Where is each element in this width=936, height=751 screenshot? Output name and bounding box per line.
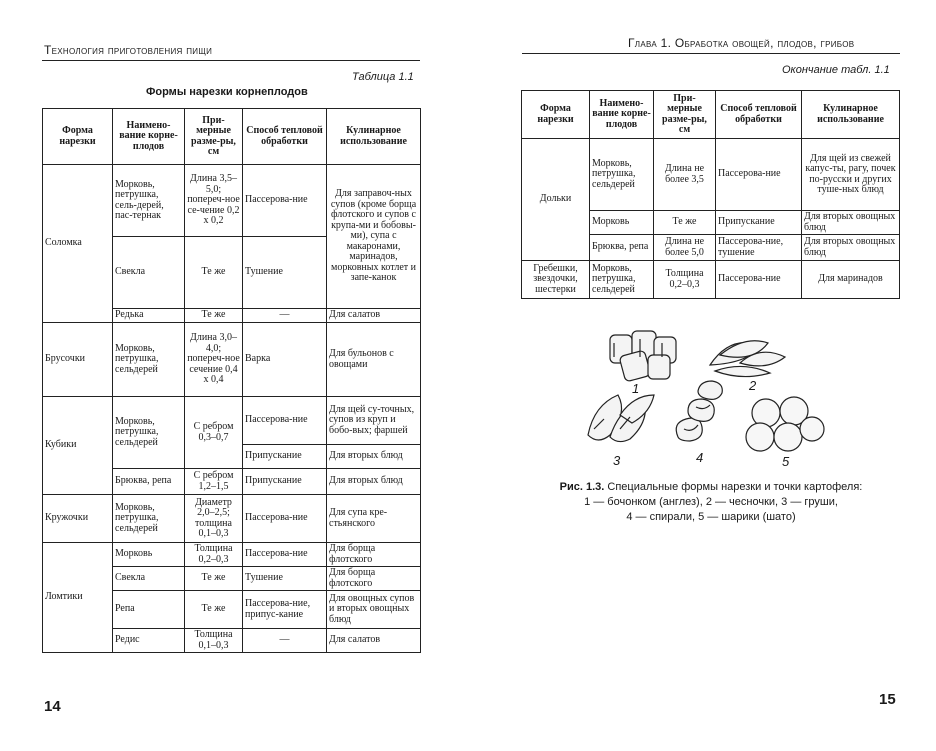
cell-method: Варка: [243, 323, 327, 397]
figure-caption-line: 1 — бочонком (англез), 2 — чесночки, 3 — груши,: [584, 495, 838, 508]
cell-size: Длина не более 3,5: [654, 139, 716, 211]
figure-label-5: 5: [782, 454, 790, 469]
table-row: [43, 397, 421, 445]
cell-method: Пассерова-ние: [243, 397, 327, 445]
cell-use: Для щей из свежей капус-ты, рагу, почек по-русски и других туше-ных блюд: [802, 139, 900, 211]
spiral-cut-illustration: [676, 381, 722, 441]
cell-use: Для борща флотского: [327, 567, 421, 591]
cell-veg: Морковь, петрушка, сельдерей: [590, 261, 654, 299]
table-row: [43, 165, 421, 237]
cell-veg: Брюква, репа: [590, 235, 654, 261]
barrel-cut-illustration: [610, 331, 676, 382]
cell-veg: Редис: [113, 629, 185, 653]
table-row: [522, 139, 900, 211]
table-row: [43, 495, 421, 543]
figure-caption-line: Специальные формы нарезки и точки картофеля:: [607, 481, 863, 493]
cell-form: Соломка: [43, 165, 113, 323]
cell-size: Длина 3,0–4,0; попереч-ное сечение 0,4 х 0,4: [185, 323, 243, 397]
cell-use: Для салатов: [327, 309, 421, 323]
cell-veg: Редька: [113, 309, 185, 323]
cell-veg: Морковь: [590, 211, 654, 235]
cell-use: Для салатов: [327, 629, 421, 653]
cell-use: Для супа кре-стьянского: [327, 495, 421, 543]
cell-veg: Морковь, петрушка, сельдерей: [113, 397, 185, 469]
cell-veg: Репа: [113, 591, 185, 629]
left-table-title: Формы нарезки корнеплодов: [146, 86, 308, 98]
left-header-rule: [42, 60, 420, 61]
cell-veg: Морковь: [113, 543, 185, 567]
cell-method: Тушение: [243, 237, 327, 309]
table-row: [43, 543, 421, 567]
cell-use: Для вторых овощных блюд: [802, 211, 900, 235]
cell-use: Для вторых блюд: [327, 445, 421, 469]
cell-size: Те же: [654, 211, 716, 235]
cell-size: Те же: [185, 567, 243, 591]
cell-form: Кружочки: [43, 495, 113, 543]
garlic-clove-cut-illustration: [710, 341, 785, 377]
cell-form: Ломтики: [43, 543, 113, 653]
right-running-header: Глава 1. Обработка овощей, плодов, грибов: [628, 36, 855, 50]
cell-size: Толщина 0,2–0,3: [654, 261, 716, 299]
cell-method: Тушение: [243, 567, 327, 591]
cell-size: Те же: [185, 591, 243, 629]
cell-veg: Свекла: [113, 567, 185, 591]
cell-method: Пассерова-ние: [243, 165, 327, 237]
pear-cut-illustration: [588, 395, 654, 442]
cell-use: Для овощных супов и вторых овощных блюд: [327, 591, 421, 629]
cell-size: Те же: [185, 237, 243, 309]
right-table-label: Окончание табл. 1.1: [782, 64, 890, 76]
col-header: При-мерные разме-ры, см: [654, 91, 716, 139]
cell-method: Пассерова-ние, припус-кание: [243, 591, 327, 629]
cell-size: Длина не более 5,0: [654, 235, 716, 261]
cell-form: Гребешки, звездочки, шестерки: [522, 261, 590, 299]
chateau-ball-cut-illustration: [746, 397, 824, 451]
cell-use: Для борща флотского: [327, 543, 421, 567]
figure-label-4: 4: [696, 450, 704, 465]
figure-label-1: 1: [632, 381, 640, 396]
cell-use: Для маринадов: [802, 261, 900, 299]
cell-method: Припускание: [243, 469, 327, 495]
cell-use: Для бульонов с овощами: [327, 323, 421, 397]
figure-caption-line: 4 — спирали, 5 — шарики (шато): [626, 510, 796, 523]
cell-form: Дольки: [522, 139, 590, 261]
cell-size: Диаметр 2,0–2,5; толщина 0,1–0,3: [185, 495, 243, 543]
table-row: [43, 323, 421, 397]
left-table-label: Таблица 1.1: [352, 71, 414, 83]
col-header: Кулинарное использование: [327, 109, 421, 165]
cell-method: Припускание: [716, 211, 802, 235]
cell-size: С ребром 0,3–0,7: [185, 397, 243, 469]
cell-use: Для щей су-точных, супов из круп и бобо-вых; фаршей: [327, 397, 421, 445]
table-row: [522, 261, 900, 299]
cell-method: Пассерова-ние: [716, 261, 802, 299]
cell-veg: Морковь, петрушка, сель-дерей, пас-тернак: [113, 165, 185, 237]
cell-veg: Морковь, петрушка, сельдерей: [590, 139, 654, 211]
right-page-number: 15: [879, 691, 896, 708]
cell-method: Пассерова-ние: [243, 543, 327, 567]
figure-caption-number: Рис. 1.3.: [559, 481, 605, 493]
figure-label-2: 2: [749, 378, 757, 393]
col-header: Наимено-вание корне-плодов: [113, 109, 185, 165]
cell-form: Брусочки: [43, 323, 113, 397]
col-header: Наимено-вание корне-плодов: [590, 91, 654, 139]
cell-method: Пассерова-ние, тушение: [716, 235, 802, 261]
left-running-header: Технология приготовления пищи: [44, 43, 213, 57]
cell-use: Для вторых блюд: [327, 469, 421, 495]
cell-veg: Морковь, петрушка, сельдерей: [113, 323, 185, 397]
col-header: Способ тепловой обработки: [716, 91, 802, 139]
cell-veg: Морковь, петрушка, сельдерей: [113, 495, 185, 543]
cell-veg: Брюква, репа: [113, 469, 185, 495]
figure-caption: [522, 480, 900, 525]
figure-label-3: 3: [613, 453, 621, 468]
col-header: Форма нарезки: [522, 91, 590, 139]
col-header: Форма нарезки: [43, 109, 113, 165]
cell-size: Длина 3,5–5,0; попереч-ное се-чение 0,2 х 0,2: [185, 165, 243, 237]
right-table: [521, 90, 900, 299]
cell-size: Те же: [185, 309, 243, 323]
col-header: При-мерные разме-ры, см: [185, 109, 243, 165]
cell-veg: Свекла: [113, 237, 185, 309]
cell-size: Толщина 0,1–0,3: [185, 629, 243, 653]
right-header-rule: [522, 53, 900, 54]
cell-size: Толщина 0,2–0,3: [185, 543, 243, 567]
cell-use: Для заправоч-ных супов (кроме борща флотского и супов с крупа-ми и бобовы-ми), супа с макаронами, маринадов, морковных котлет и запе-канок: [327, 165, 421, 309]
left-page-number: 14: [44, 698, 61, 715]
cell-form: Кубики: [43, 397, 113, 495]
cell-method: —: [243, 629, 327, 653]
cell-method: —: [243, 309, 327, 323]
col-header: Кулинарное использование: [802, 91, 900, 139]
col-header: Способ тепловой обработки: [243, 109, 327, 165]
cell-use: Для вторых овощных блюд: [802, 235, 900, 261]
cell-method: Пассерова-ние: [243, 495, 327, 543]
cell-method: Пассерова-ние: [716, 139, 802, 211]
cell-size: С ребром 1,2–1,5: [185, 469, 243, 495]
left-table: [42, 108, 421, 653]
cell-method: Припускание: [243, 445, 327, 469]
